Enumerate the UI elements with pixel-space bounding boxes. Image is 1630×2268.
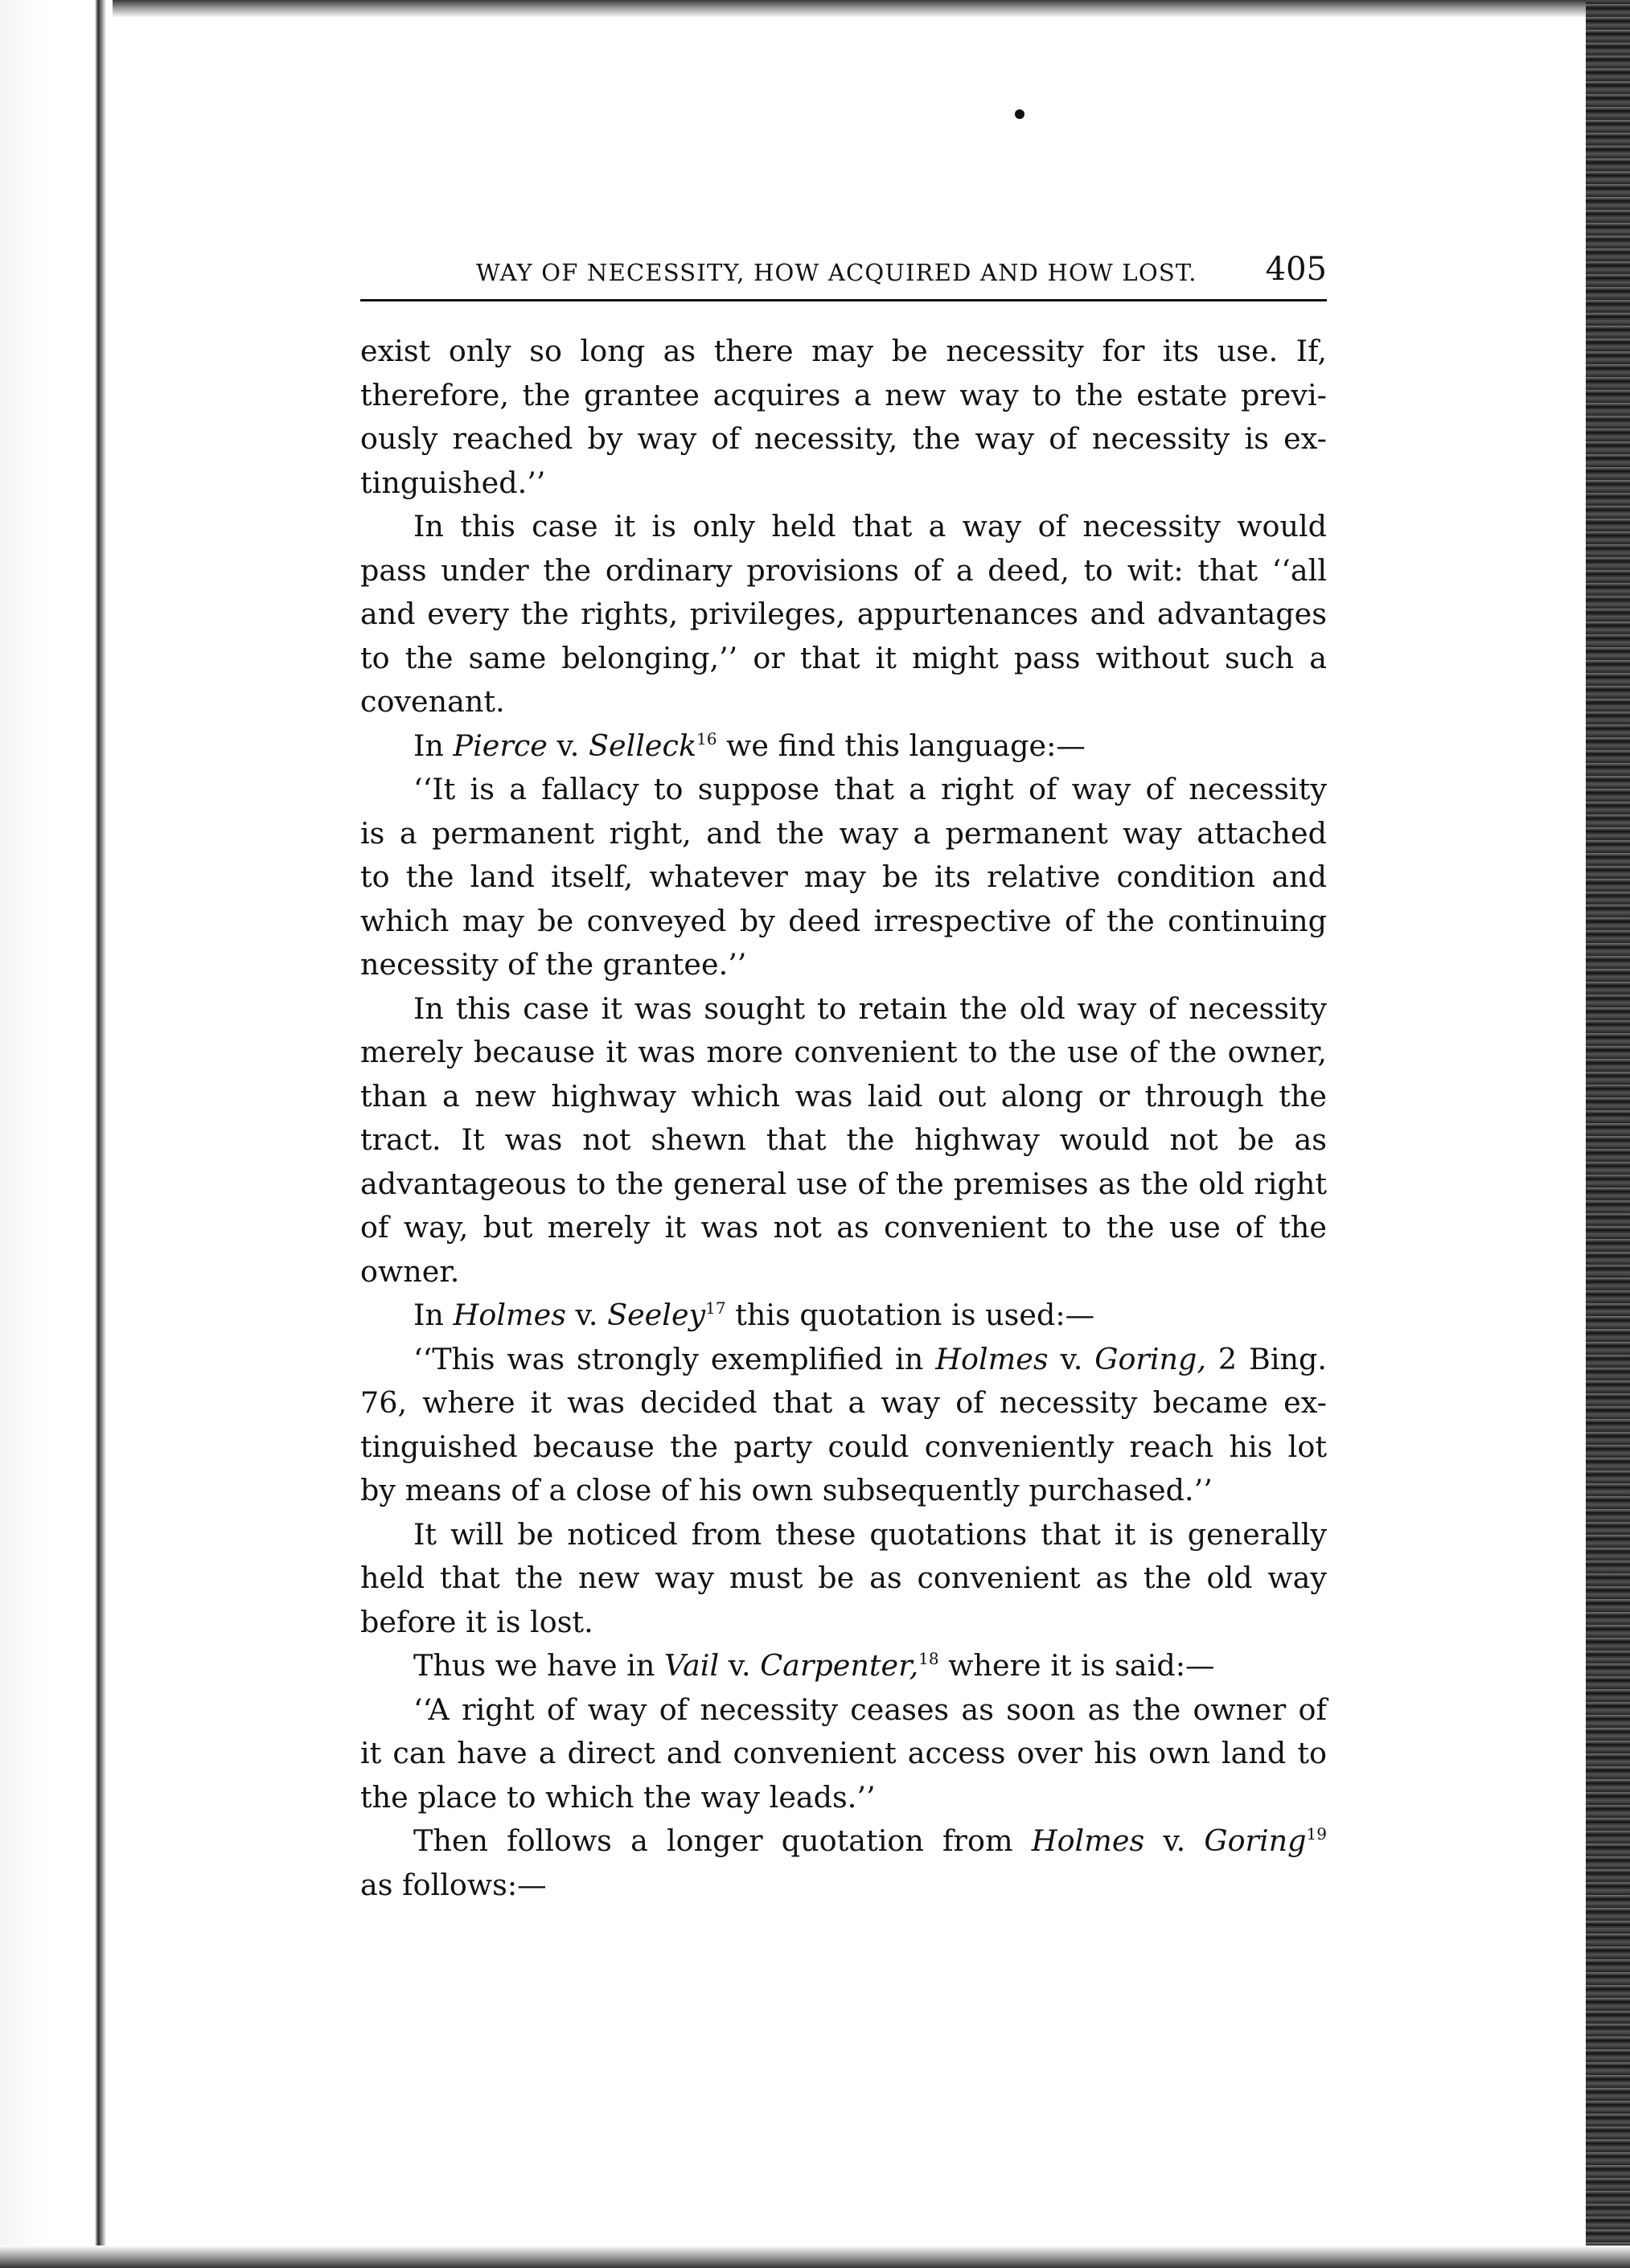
quotation-3-line-2: it can have a direct and convenient access over his own land to bbox=[360, 1736, 1327, 1770]
paragraph-1-line-3: ously reached by way of necessity, the way of necessity is ex- bbox=[360, 421, 1327, 456]
paragraph-2-line-3: and every the rights, privileges, appurtenances and advantages bbox=[360, 597, 1327, 631]
paragraph-2-line-4: to the same belonging,’’ or that it might pass without such a bbox=[360, 640, 1327, 675]
body-text bbox=[360, 330, 1327, 1907]
quotation-2-line-4: by means of a close of his own subsequently purchased.’’ bbox=[360, 1473, 1213, 1507]
paragraph-1: exist only so long as there may be necessity for its use. If, bbox=[360, 334, 1327, 368]
header-rule bbox=[360, 299, 1327, 301]
paragraph-8: Then follows a longer quotation from Holmes v. Goring$^{19}$ bbox=[413, 1823, 1327, 1858]
case-name: Selleck bbox=[588, 728, 697, 763]
case-name: Carpenter, bbox=[760, 1648, 919, 1683]
paragraph-6-line-2: held that the new way must be as convenient as the old way bbox=[360, 1561, 1327, 1595]
quotation-2-line-2: 76, where it was decided that a way of necessity became ex- bbox=[360, 1385, 1327, 1420]
running-head: WAY OF NECESSITY, HOW ACQUIRED AND HOW LOST. bbox=[476, 259, 1197, 286]
case-name: Goring, bbox=[1094, 1341, 1207, 1376]
footnote-ref: 17 bbox=[705, 1298, 726, 1318]
case-name: Goring bbox=[1204, 1823, 1307, 1858]
case-name: Holmes bbox=[935, 1341, 1049, 1376]
footnote-ref: 16 bbox=[696, 728, 717, 748]
quotation-2: ‘‘This was strongly exemplified in Holmes v. Goring, 2 Bing. bbox=[413, 1341, 1327, 1376]
case-name: Holmes bbox=[453, 1298, 566, 1332]
quotation-3-line-3: the place to which the way leads.’’ bbox=[360, 1779, 876, 1815]
footnote-ref: 19 bbox=[1306, 1824, 1327, 1844]
paragraph-6-line-3: before it is lost. bbox=[360, 1604, 593, 1639]
paragraph-4-line-4: tract. It was not shewn that the highway would not be as bbox=[360, 1122, 1327, 1157]
case-name: Holmes bbox=[1031, 1823, 1145, 1858]
scan-edge-left bbox=[0, 0, 113, 2268]
paragraph-4-line-6: of way, but merely it was not as convenient to the use of the bbox=[360, 1210, 1327, 1245]
paragraph-4-line-7: owner. bbox=[360, 1253, 460, 1289]
quotation-1: ‘‘It is a fallacy to suppose that a right of way of necessity bbox=[413, 772, 1327, 806]
paragraph-2-line-5: covenant. bbox=[360, 684, 505, 719]
paragraph-4-line-3: than a new highway which was laid out along or through the bbox=[360, 1078, 1327, 1113]
scan-edge-right bbox=[1586, 0, 1630, 2268]
paragraph-2-line-2: pass under the ordinary provisions of a deed, to wit: that ‘‘all bbox=[360, 552, 1327, 588]
quotation-1-line-4: which may be conveyed by deed irrespective of the continuing bbox=[360, 903, 1327, 938]
footnote-ref: 18 bbox=[918, 1649, 939, 1668]
quotation-1-line-2: is a permanent right, and the way a permanent way attached bbox=[360, 815, 1327, 851]
scan-edge-bottom bbox=[0, 2245, 1630, 2268]
paragraph-3: In Pierce v. Selleck$^{16}$ we find this language:— bbox=[413, 728, 1086, 763]
paragraph-1-line-4: tinguished.’’ bbox=[360, 465, 546, 500]
paragraph-2: In this case it is only held that a way of necessity would bbox=[413, 509, 1327, 543]
paragraph-4-line-5: advantageous to the general use of the premises as the old right bbox=[360, 1166, 1327, 1201]
paragraph-1-line-2: therefore, the grantee acquires a new way to the estate previ- bbox=[360, 377, 1327, 412]
page-header bbox=[450, 251, 1327, 296]
page-number: 405 bbox=[1265, 251, 1327, 288]
paragraph-4-line-2: merely because it was more convenient to the use of the owner, bbox=[360, 1035, 1327, 1069]
quotation-2-line-3: tinguished because the party could conveniently reach his lot bbox=[360, 1429, 1327, 1464]
quotation-3: ‘‘A right of way of necessity ceases as soon as the owner of bbox=[413, 1692, 1327, 1727]
paragraph-8-line-2: as follows:— bbox=[360, 1867, 547, 1902]
ink-speck bbox=[1015, 109, 1024, 119]
case-name: Vail bbox=[664, 1648, 720, 1683]
quotation-1-line-3: to the land itself, whatever may be its relative condition and bbox=[360, 859, 1327, 894]
case-name: Seeley bbox=[607, 1298, 706, 1332]
paragraph-5: In Holmes v. Seeley$^{17}$ this quotation is used:— bbox=[413, 1298, 1095, 1332]
case-name: Pierce bbox=[453, 728, 548, 763]
paragraph-7: Thus we have in Vail v. Carpenter,$^{18}$ where it is said:— bbox=[413, 1648, 1215, 1683]
scan-edge-top bbox=[0, 0, 1630, 18]
paragraph-4: In this case it was sought to retain the old way of necessity bbox=[413, 990, 1327, 1026]
paragraph-6: It will be noticed from these quotations that it is generally bbox=[413, 1516, 1327, 1552]
quotation-1-line-5: necessity of the grantee.’’ bbox=[360, 947, 747, 982]
